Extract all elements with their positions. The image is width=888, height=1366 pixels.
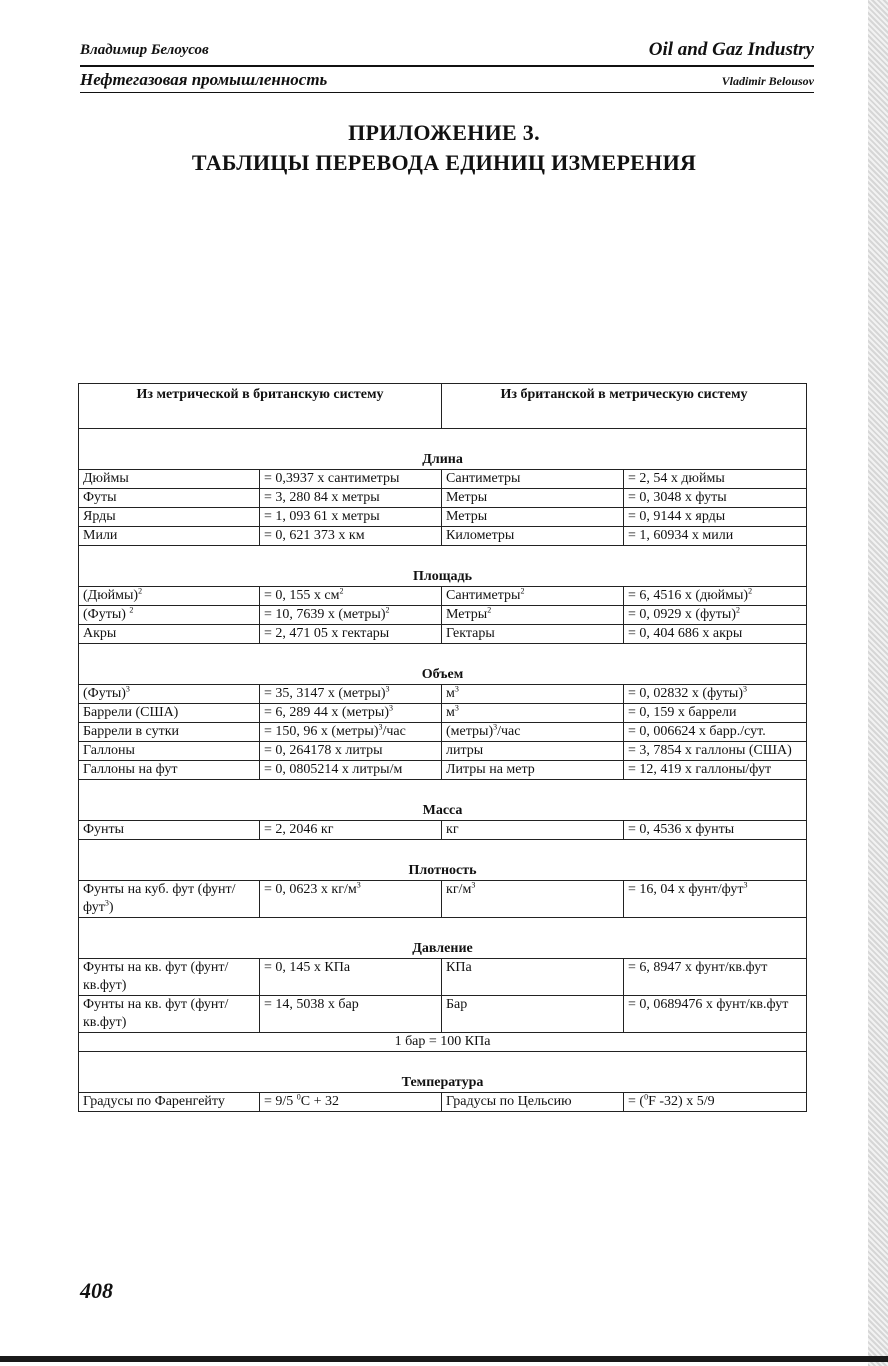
table-cell: = 0, 9144 x ярды: [624, 508, 807, 527]
conversion-table: [78, 383, 807, 1112]
table-cell: Ярды: [79, 508, 260, 527]
table-cell: Фунты на кв. фут (фунт/кв.фут): [79, 996, 260, 1033]
table-cell: = 35, 3147 x (метры)$^3$: [260, 685, 442, 704]
page-edge-shadow: [868, 0, 888, 1366]
section-title: Плотность: [79, 840, 807, 881]
table-cell: КПа: [442, 959, 624, 996]
header-rule-bottom: [80, 92, 814, 93]
table-cell: = 6, 289 44 x (метры)$^3$: [260, 704, 442, 723]
table-cell: Градусы по Цельсию: [442, 1093, 624, 1112]
table-row: [79, 606, 807, 625]
header-author-ru: Владимир Белоусов: [80, 42, 209, 58]
table-row: [79, 959, 807, 996]
table-note: 1 бар = 100 КПа: [79, 1033, 807, 1052]
table-cell: = 2, 471 05 x гектары: [260, 625, 442, 644]
table-row: [79, 996, 807, 1033]
page-number: 408: [80, 1278, 113, 1303]
table-row: [79, 527, 807, 546]
table-cell: = 3, 280 84 x метры: [260, 489, 442, 508]
header-book-ru: Нефтегазовая промышленность: [80, 70, 328, 89]
table-cell: Сантиметры: [442, 470, 624, 489]
table-cell: = 0, 0929 x (футы)$^2$: [624, 606, 807, 625]
table-cell: = 0, 155 x $см^2$: [260, 587, 442, 606]
table-row: [79, 685, 807, 704]
table-cell: = 0, 264178 x литры: [260, 742, 442, 761]
table-cell: литры: [442, 742, 624, 761]
table-cell: Метры: [442, 489, 624, 508]
table-cell: = 150, 96 x (метры)$^3$/час: [260, 723, 442, 742]
appendix-subtitle: ТАБЛИЦЫ ПЕРЕВОДА ЕДИНИЦ ИЗМЕРЕНИЯ: [191, 150, 697, 175]
table-cell: = 0, 145 x КПа: [260, 959, 442, 996]
table-cell: Галлоны на фут: [79, 761, 260, 780]
table-row: [79, 821, 807, 840]
table-cell: = 0,3937 x сантиметры: [260, 470, 442, 489]
table-cell: Баррели (США): [79, 704, 260, 723]
table-row: [79, 881, 807, 918]
table-row: [79, 1093, 807, 1112]
table-cell: (Футы)$^3$: [79, 685, 260, 704]
table-cell: = 1, 60934 x мили: [624, 527, 807, 546]
table-cell: = 0, 4536 x фунты: [624, 821, 807, 840]
table-cell: Футы: [79, 489, 260, 508]
header-rule-top: [80, 65, 814, 67]
table-cell: Гектары: [442, 625, 624, 644]
table-cell: кг: [442, 821, 624, 840]
table-cell: = 0, 0689476 x фунт/кв.фут: [624, 996, 807, 1033]
table-cell: = 14, 5038 x бар: [260, 996, 442, 1033]
table-row: [79, 742, 807, 761]
table-cell: = 9/5 $^0$C + 32: [260, 1093, 442, 1112]
table-cell: = 1, 093 61 x метры: [260, 508, 442, 527]
table-cell: = 0, 621 373 x км: [260, 527, 442, 546]
section-title: Площадь: [79, 546, 807, 587]
table-row: [79, 470, 807, 489]
table-cell: Фунты на куб. фут (фунт/фут$^3$): [79, 881, 260, 918]
section-title: Объем: [79, 644, 807, 685]
table-cell: Сантиметры$^2$: [442, 587, 624, 606]
table-cell: = 6, 8947 x фунт/кв.фут: [624, 959, 807, 996]
table-cell: = 10, 7639 x (метры)$^2$: [260, 606, 442, 625]
table-cell: = 0, 02832 x (футы)$^3$: [624, 685, 807, 704]
section-title: Температура: [79, 1052, 807, 1093]
table-row: [79, 587, 807, 606]
table-cell: Метры: [442, 508, 624, 527]
scan-bottom-bar: [0, 1356, 888, 1362]
table-row: [79, 723, 807, 742]
table-cell: Бар: [442, 996, 624, 1033]
table-cell: (Дюймы)$^2$: [79, 587, 260, 606]
table-cell: Градусы по Фаренгейту: [79, 1093, 260, 1112]
table-cell: = 0, 3048 x футы: [624, 489, 807, 508]
table-row: [79, 489, 807, 508]
appendix-title: ПРИЛОЖЕНИЕ 3.: [348, 120, 540, 145]
table-row: [79, 508, 807, 527]
table-cell: = 6, 4516 x (дюймы)$^2$: [624, 587, 807, 606]
table-cell: = 0, 404 686 x акры: [624, 625, 807, 644]
table-cell: $кг/м^3$: [442, 881, 624, 918]
table-cell: Фунты на кв. фут (фунт/кв.фут): [79, 959, 260, 996]
table-cell: = 3, 7854 x галлоны (США): [624, 742, 807, 761]
table-cell: Баррели в сутки: [79, 723, 260, 742]
table-row: [79, 761, 807, 780]
table-cell: = 16, 04 x фунт/фут$^3$: [624, 881, 807, 918]
table-cell: (метры)$^3$/час: [442, 723, 624, 742]
table-cell: = 2, 2046 кг: [260, 821, 442, 840]
header-journal-en: Oil and Gaz Industry: [648, 39, 814, 60]
section-title: Длина: [79, 429, 807, 470]
table-cell: = 0, 0805214 x литры/м: [260, 761, 442, 780]
table-cell: Дюймы: [79, 470, 260, 489]
table-cell: = 2, 54 x дюймы: [624, 470, 807, 489]
section-title: Давление: [79, 918, 807, 959]
header-metric-to-british: Из метрической в британскую систему: [79, 384, 442, 429]
table-cell: (Футы) $^2$: [79, 606, 260, 625]
table-cell: Мили: [79, 527, 260, 546]
table-row: [79, 704, 807, 723]
table-cell: = 0, 006624 x барр./сут.: [624, 723, 807, 742]
table-cell: = 0, 0623 x $кг/м^3$: [260, 881, 442, 918]
table-cell: $м^3$: [442, 704, 624, 723]
table-cell: $м^3$: [442, 685, 624, 704]
table-cell: = ($^0$F -32) x 5/9: [624, 1093, 807, 1112]
table-row: [79, 625, 807, 644]
table-cell: = 12, 419 x галлоны/фут: [624, 761, 807, 780]
header-british-to-metric: Из британской в метрическую систему: [442, 384, 807, 429]
table-cell: Километры: [442, 527, 624, 546]
table-cell: = 0, 159 x баррели: [624, 704, 807, 723]
table-cell: Литры на метр: [442, 761, 624, 780]
table-cell: Фунты: [79, 821, 260, 840]
table-cell: Акры: [79, 625, 260, 644]
header-author-en: Vladimir Belousov: [721, 74, 814, 88]
section-title: Масса: [79, 780, 807, 821]
table-cell: Галлоны: [79, 742, 260, 761]
table-cell: Метры$^2$: [442, 606, 624, 625]
